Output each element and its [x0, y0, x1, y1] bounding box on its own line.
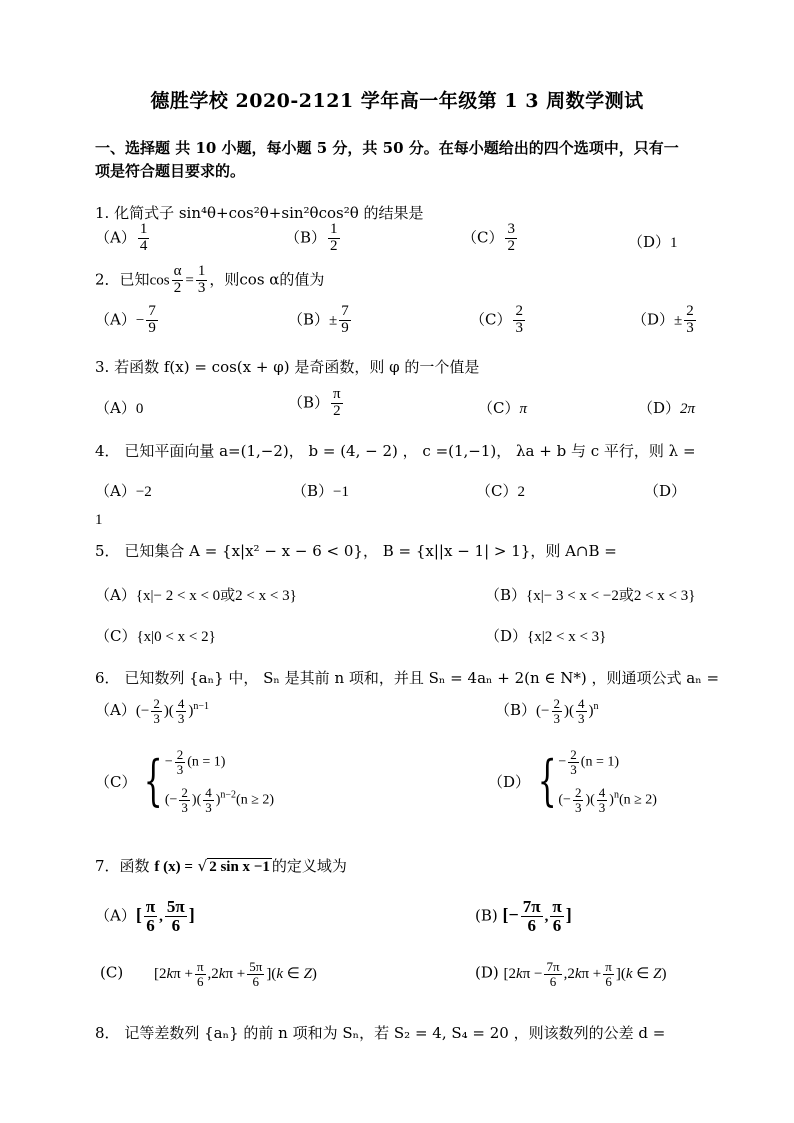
fraction: $\frac{\alpha}{2}$ — [173, 263, 182, 296]
fraction: $\frac{7}{9}$ — [341, 303, 349, 336]
q1-option-c[interactable] — [462, 222, 519, 255]
q1-option-b[interactable] — [285, 222, 342, 255]
option-label: （B） — [485, 586, 527, 604]
q6-option-d[interactable]: （D） { − $\frac{2}{3}$ (n = 1) (− $\frac{2}{3}$ )( $\frac{4}{3}$ )$^n$(n ≥ 2) — [488, 747, 657, 815]
question-stem-pre: 已知 — [119, 270, 150, 289]
q6-option-c[interactable]: （C） { − $\frac{2}{3}$ (n = 1) (− $\frac{2}{3}$ )( $\frac{4}{3}$ )$^{n-2}$(n ≥ 2) — [95, 747, 275, 815]
fraction: $\frac{3}{2}$ — [507, 221, 515, 254]
question-1 — [95, 202, 424, 223]
option-label: （B） — [288, 310, 330, 329]
q2-option-d[interactable]: （D）± $\frac{2}{3}$ — [632, 303, 694, 336]
fraction: $\frac{4}{3}$ — [578, 696, 585, 726]
q1-option-a[interactable] — [95, 222, 151, 255]
question-stem: 记等差数列 {aₙ} 的前 n 项和为 Sₙ，若 S₂ = 4, S₄ = 20 ，则该数列的公差 d = — [124, 1024, 666, 1042]
fraction: $\frac{1}{2}$ — [330, 221, 338, 254]
question-6 — [95, 667, 719, 688]
q2-option-c[interactable] — [470, 304, 527, 337]
question-5 — [95, 540, 617, 561]
option-label: （C） — [95, 627, 137, 645]
fraction: $\frac{1}{3}$ — [197, 263, 206, 296]
option-label: （D） — [485, 627, 528, 645]
option-label: （C） — [478, 399, 520, 417]
q7-option-a[interactable]: （A）[ $\frac{\pi}{6}$ , $\frac{5\pi}{6}$ ] — [95, 897, 195, 935]
q4-option-c[interactable]: （C）2 — [476, 482, 525, 500]
question-7: 7．函数 f (x) = √ 2 sin x −1 的定义域为 — [95, 857, 347, 875]
question-number: 2． — [95, 270, 120, 289]
q3-option-c[interactable]: （C）π — [478, 399, 527, 417]
question-number: 4． — [95, 442, 120, 460]
option-label: （A） — [95, 586, 136, 604]
option-value: 1 — [670, 235, 678, 251]
option-label: （A） — [95, 228, 136, 247]
fraction: $\frac{4}{3}$ — [177, 696, 185, 726]
q5-option-d[interactable]: （D）{x|2 < x < 3} — [485, 627, 607, 645]
q2-option-a[interactable]: （A）− $\frac{7}{9}$ — [95, 303, 156, 336]
question-stem: 已知集合 A = {x|x² − x − 6 < 0}， B = {x||x − 1| > 1}，则 A∩B = — [124, 542, 617, 560]
fraction: $\frac{2}{3}$ — [515, 303, 523, 336]
option-label: （A） — [95, 482, 136, 500]
option-label: (B) — [475, 906, 498, 925]
option-label: （B） — [285, 228, 327, 247]
section-heading-line2: 项是符合题目要求的。 — [95, 162, 246, 180]
question-number: 3. — [95, 358, 110, 376]
question-stem: 已知平面向量 a=(1,−2)， b = (4, − 2) ， c =(1,−1)， λa + b 与 c 平行，则 λ = — [124, 442, 696, 460]
option-label: （B） — [288, 393, 330, 412]
question-stem-post: ，则cos α的值为 — [209, 270, 325, 289]
option-label: （C） — [462, 228, 504, 247]
q4-option-b[interactable]: （B）−1 — [292, 482, 349, 500]
question-stem: 化简式子 sin⁴θ+cos²θ+sin²θcos²θ 的结果是 — [114, 204, 424, 222]
option-label: (C) — [100, 963, 124, 982]
option-label: （A） — [95, 310, 136, 329]
option-label: （A） — [95, 399, 136, 417]
q3-option-a[interactable]: （A）0 — [95, 399, 144, 417]
left-brace-icon: { — [144, 749, 164, 813]
left-brace-icon: { — [537, 749, 557, 813]
q5-option-c[interactable]: （C）{x|0 < x < 2} — [95, 627, 216, 645]
fraction: $\frac{7}{9}$ — [148, 303, 156, 336]
option-label: （D） — [638, 399, 681, 417]
section-heading-line1: 一、选择题 共 10 小题，每小题 5 分，共 50 分。在每小题给出的四个选项中，只有一 — [95, 139, 679, 157]
question-stem: 若函数 f(x) = cos(x + φ) 是奇函数，则 φ 的一个值是 — [114, 358, 480, 376]
q5-option-a[interactable]: （A）{x|− 2 < x < 0或2 < x < 3} — [95, 586, 297, 604]
question-number: 1. — [95, 204, 110, 222]
fraction: $\frac{1}{4}$ — [139, 221, 148, 254]
option-label: （B） — [292, 482, 334, 500]
q2-option-b[interactable]: （B）± $\frac{7}{9}$ — [288, 303, 349, 336]
fraction: $\frac{2}{3}$ — [153, 696, 160, 726]
fraction: $\frac{2}{3}$ — [686, 303, 694, 336]
question-8 — [95, 1022, 665, 1043]
q4-option-d-value: 1 — [95, 512, 103, 528]
question-number: 6． — [95, 669, 120, 687]
question-3 — [95, 356, 479, 377]
option-label: （D） — [628, 233, 671, 251]
q7-option-c[interactable]: (C) [2kπ + $\frac{\pi}{6}$ ,2kπ + $\frac{5\pi}{6}$ ](k ∈ Z) — [100, 959, 317, 989]
option-label: （B） — [495, 701, 537, 720]
question-2: 2．已知cos $\frac{\alpha}{2}$ = $\frac{1}{3}$ ，则cos α的值为 — [95, 263, 325, 296]
q3-option-d[interactable]: （D）2π — [638, 399, 696, 417]
option-label: （C） — [476, 482, 518, 500]
q6-option-b[interactable]: （B）(− $\frac{2}{3}$ )( $\frac{4}{3}$ )$^n$ — [495, 696, 599, 726]
question-number: 7． — [95, 857, 120, 875]
page-title: 德胜学校 2020-2121 学年高一年级第 1 3 周数学测试 — [150, 90, 644, 112]
question-stem: 已知数列 {aₙ} 中， Sₙ 是其前 n 项和，并且 Sₙ = 4aₙ + 2(n ∈ N*) ，则通项公式 aₙ = — [124, 669, 720, 687]
option-label: (D) — [475, 963, 499, 982]
q3-option-b[interactable] — [288, 387, 345, 420]
option-label: （C） — [470, 310, 512, 329]
q7-option-d[interactable]: (D) [2kπ − $\frac{7\pi}{6}$ ,2kπ + $\frac{\pi}{6}$ ](k ∈ Z) — [475, 959, 667, 989]
q1-option-d[interactable] — [628, 231, 678, 252]
option-label: （A） — [95, 701, 136, 720]
radicand: 2 sin x −1 — [209, 859, 270, 875]
question-4 — [95, 440, 696, 461]
q4-option-d[interactable] — [644, 480, 686, 501]
question-number: 5． — [95, 542, 120, 560]
option-label: （D） — [488, 772, 531, 791]
fraction: $\frac{2}{3}$ — [553, 696, 560, 726]
option-label: （D） — [644, 482, 687, 500]
option-label: （D） — [632, 310, 675, 329]
q6-option-a[interactable]: （A）(− $\frac{2}{3}$ )( $\frac{4}{3}$ )$^{n-1}$ — [95, 696, 209, 726]
q7-option-b[interactable]: (B) [− $\frac{7\pi}{6}$ , $\frac{\pi}{6}$ ] — [475, 897, 572, 935]
q5-option-b[interactable]: （B）{x|− 3 < x < −2或2 < x < 3} — [485, 586, 696, 604]
question-number: 8． — [95, 1024, 120, 1042]
fraction: $\frac{\pi}{2}$ — [333, 386, 341, 419]
q4-option-a[interactable]: （A）−2 — [95, 482, 152, 500]
option-label: （C） — [95, 772, 137, 791]
option-label: （A） — [95, 906, 136, 925]
